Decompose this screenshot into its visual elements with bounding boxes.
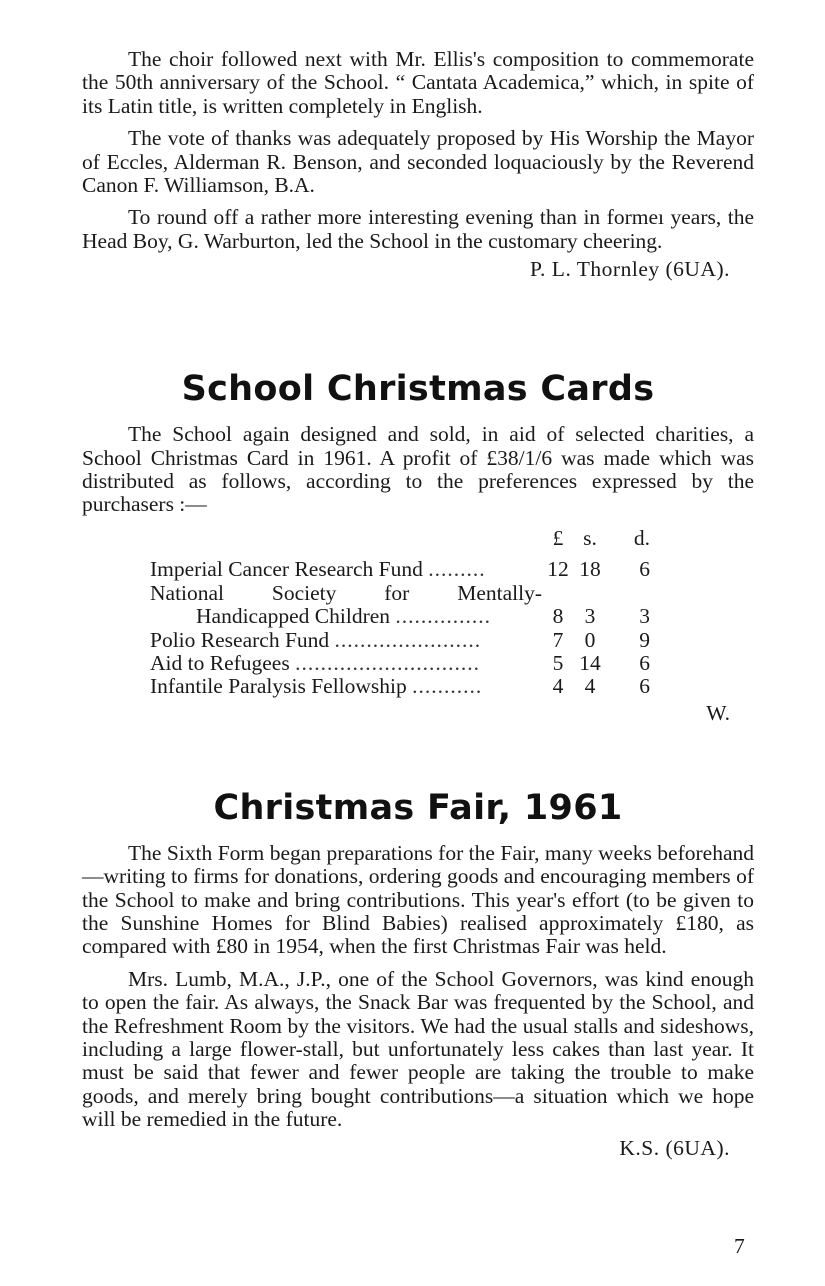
charity-distribution-table [150, 527, 656, 699]
amount-shillings: 3 [584, 604, 596, 629]
amount-pounds: 5 [552, 650, 564, 675]
amount-pounds: 8 [552, 604, 564, 629]
christmas-fair-section [82, 842, 754, 1160]
table-row [150, 652, 656, 675]
christmas-cards-section [82, 423, 754, 725]
amount-pounds: 7 [552, 627, 564, 652]
fund-name: Polio Research Fund [150, 627, 330, 652]
amount-shillings: 0 [584, 627, 596, 652]
leader-dots: ....................... [334, 627, 482, 652]
cards-intro: The School again designed and sold, in aid of selected charities, a School Christmas Card in 1961. A profit of £38/1/6 was made which was distributed as follows, according to the preferences expressed by the purchasers :— [82, 422, 754, 517]
concert-report [82, 48, 754, 281]
fund-name: Handicapped Children [196, 604, 391, 629]
leader-dots: ............... [395, 604, 492, 629]
amount-pence: 6 [639, 557, 650, 582]
leader-dots: ........... [412, 674, 483, 699]
report-signature: P. L. Thornley (6UA). [529, 257, 730, 282]
table-row [150, 629, 656, 652]
document-page [82, 48, 754, 1160]
leader-dots: ......... [428, 557, 486, 582]
header-pounds: £ [552, 525, 564, 550]
fund-name: Aid to Refugees [150, 650, 290, 675]
amount-shillings: 18 [579, 557, 601, 582]
table-row [150, 582, 656, 629]
amount-pence: 3 [639, 604, 650, 629]
fund-name: Imperial Cancer Research Fund [150, 557, 423, 582]
section-title-christmas-fair: Christmas Fair, 1961 [213, 787, 623, 828]
table-row [150, 675, 656, 698]
fair-paragraph: The Sixth Form began preparations for the Fair, many weeks beforehand—writing to firms for donations, ordering goods and encouraging members of the School to make and bring contributions. This year's effort (to be given to the Sunshine Homes for Blind Babies) realised approximately £180, as compared with £80 in 1954, when the first Christmas Fair was held. [82, 840, 754, 959]
report-paragraph: To round off a rather more interesting evening than in formeı years, the Head Boy, G. Warburton, led the School in the customary cheering. [82, 205, 754, 253]
amount-pence: 6 [639, 650, 650, 675]
leader-dots: ............................. [295, 650, 480, 675]
amount-pence: 6 [639, 674, 650, 699]
amount-pence: 9 [639, 627, 650, 652]
fund-name: Infantile Paralysis Fellowship [150, 674, 407, 699]
currency-header-row [150, 527, 656, 550]
header-pence: d. [633, 525, 650, 550]
cards-signature: W. [706, 700, 730, 725]
page-number: 7 [734, 1234, 745, 1258]
fair-signature: K.S. (6UA). [619, 1135, 730, 1160]
amount-pounds: 12 [547, 557, 569, 582]
report-paragraph: The choir followed next with Mr. Ellis's composition to commemorate the 50th anniversary of the School. “ Cantata Academica,” which, in spite of its Latin title, is written completely in English. [82, 47, 754, 118]
section-title-christmas-cards: School Christmas Cards [181, 369, 655, 410]
amount-shillings: 4 [584, 674, 596, 699]
amount-pounds: 4 [552, 674, 564, 699]
fund-name-line1: National Society for Mentally- [150, 580, 542, 605]
report-paragraph: The vote of thanks was adequately proposed by His Worship the Mayor of Eccles, Alderman R. Benson, and seconded loquaciously by the Reverend Canon F. Williamson, B.A. [82, 126, 754, 198]
fair-paragraph: Mrs. Lumb, M.A., J.P., one of the School Governors, was kind enough to open the fair. As always, the Snack Bar was frequented by the School, and the Refreshment Room by the visitors. We had the usual stalls and sideshows, including a large flower-stall, but unfortunately less cakes than last year. It must be said that fewer and fewer people are taking the trouble to make goods, and merely bring bought contributions—a situation which we hope will be remedied in the future. [82, 966, 754, 1132]
table-row [150, 558, 656, 581]
amount-shillings: 14 [579, 650, 601, 675]
header-shillings: s. [583, 525, 597, 550]
